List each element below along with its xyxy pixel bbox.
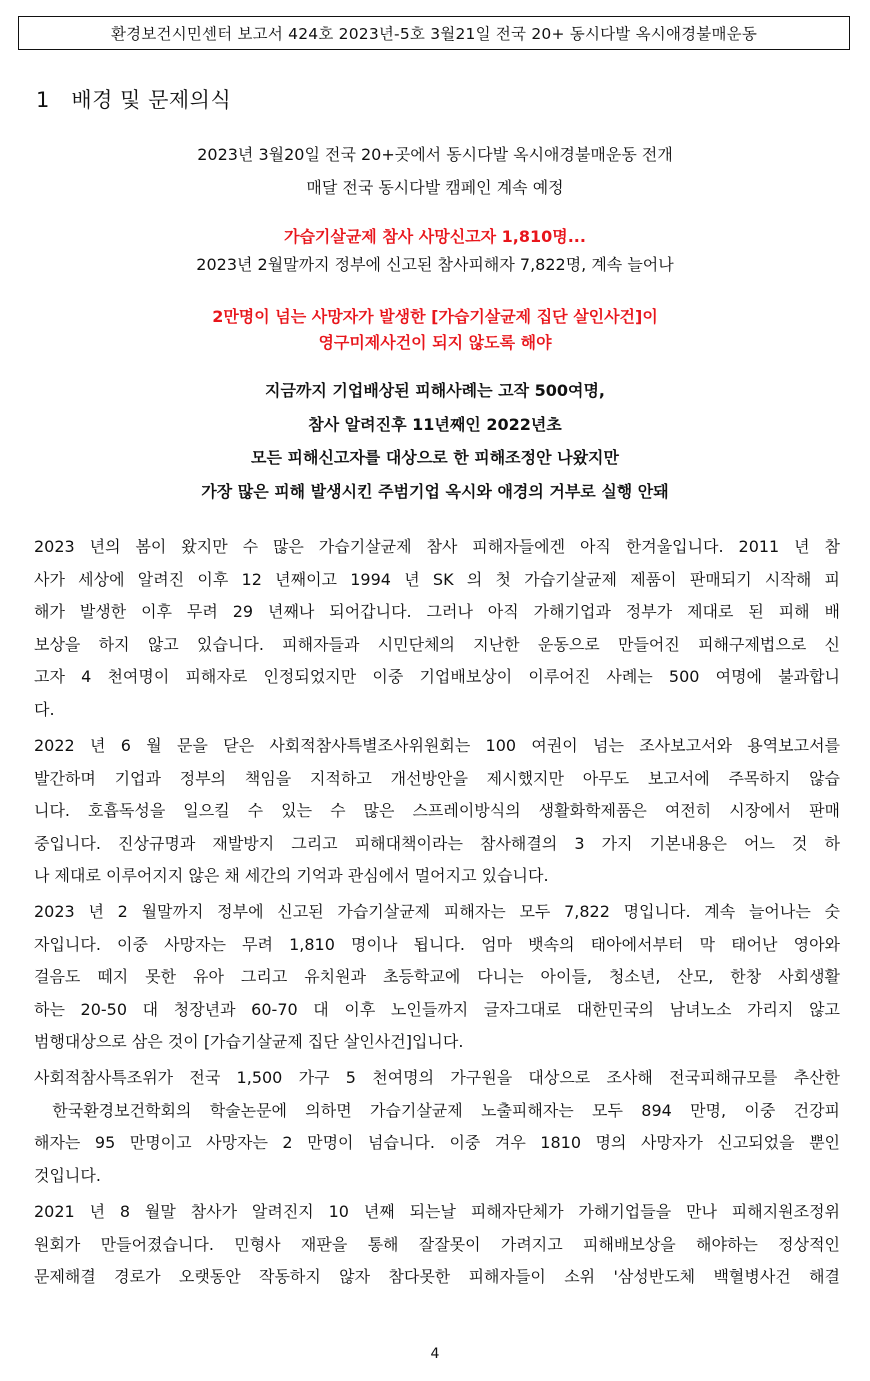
paragraph-line: 다.: [34, 699, 55, 719]
paragraph-line: 나 제대로 이루어지지 않은 채 세간의 기억과 관심에서 멀어지고 있습니다.: [34, 866, 549, 885]
summary-bold-block: [0, 374, 870, 508]
paragraph-line: 사회적참사특조위가 전국 1,500 가구 5 천여명의 가구원을 대상으로 조사해 전국피해규모를 추산한: [34, 1068, 840, 1087]
paragraph-line: 하는 20-50 대 청장년과 60-70 대 이후 노인들까지 글자그대로 대한민국의 남녀노소 가리지 않고: [34, 999, 840, 1019]
paragraph-line: 것입니다.: [34, 1165, 101, 1185]
summary-line: 가장 많은 피해 발생시킨 주범기업 옥시와 애경의 거부로 실행 안돼: [201, 481, 669, 501]
paragraph-line: 2021 년 8 월말 참사가 알려진지 10 년째 되는날 피해자단체가 가해기업들을 만나 피해지원조정위: [34, 1202, 840, 1221]
paragraph-line: 보상을 하지 않고 있습니다. 피해자들과 시민단체의 지난한 운동으로 만들어진 피해구제법으로 신: [34, 634, 840, 654]
highlight-warning: [0, 304, 870, 356]
paragraph-line: 한국환경보건학회의 학술논문에 의하면 가습기살균제 노출피해자는 모두 894 만명, 이중 건강피: [34, 1100, 840, 1120]
highlight-warning-line: 영구미제사건이 되지 않도록 해야: [318, 333, 552, 352]
paragraph-line: 고자 4 천여명이 피해자로 인정되었지만 이중 기업배보상이 이루어진 사례는 500 여명에 불과합니: [34, 667, 840, 686]
paragraph-line: 중입니다. 진상규명과 재발방지 그리고 피해대책이라는 참사해결의 3 가지 기본내용은 어느 것 하: [34, 833, 840, 853]
paragraph-line: 니다. 호흡독성을 일으킬 수 있는 수 많은 스프레이방식의 생활화학제품은 여전히 시장에서 판매: [34, 801, 840, 820]
subtitle-block: [0, 138, 870, 204]
subtitle-line: 매달 전국 동시다발 캠페인 계속 예정: [306, 178, 564, 197]
paragraph-2: [34, 730, 840, 893]
summary-line: 참사 알려진후 11년째인 2022년초: [308, 414, 562, 434]
subtitle-line: 2023년 3월20일 전국 20+곳에서 동시다발 옥시애경불매운동 전개: [197, 145, 673, 164]
paragraph-4: [34, 1062, 840, 1192]
page-number: 4: [430, 1346, 440, 1362]
paragraph-line: 해자는 95 만명이고 사망자는 2 만명이 넘습니다. 이중 겨우 1810 명의 사망자가 신고되었을 뿐인: [34, 1133, 840, 1152]
paragraph-line: 해가 발생한 이후 무려 29 년째나 되어갑니다. 그러나 아직 가해기업과 정부가 제대로 된 피해 배: [34, 602, 840, 621]
summary-line: 지금까지 기업배상된 피해사례는 고작 500여명,: [265, 381, 605, 400]
paragraph-line: 2023 년 2 월말까지 정부에 신고된 가습기살균제 피해자는 모두 7,822 명입니다. 계속 늘어나는 숫: [34, 902, 840, 921]
report-header-text: 환경보건시민센터 보고서 424호 2023년-5호 3월21일 전국 20+ 동시다발 옥시애경불매운동: [111, 25, 757, 43]
section-title: 1 배경 및 문제의식: [36, 88, 232, 112]
highlight-victim-count: 2023년 2월말까지 정부에 신고된 참사피해자 7,822명, 계속 늘어나: [196, 255, 674, 274]
paragraph-line: 범행대상으로 삼은 것이 [가습기살균제 집단 살인사건]입니다.: [34, 1032, 464, 1051]
paragraph-line: 사가 세상에 알려진 이후 12 년째이고 1994 년 SK 의 첫 가습기살균제 제품이 판매되기 시작해 피: [34, 569, 840, 589]
paragraph-line: 원회가 만들어졌습니다. 민형사 재판을 통해 잘잘못이 가려지고 피해배보상을 해야하는 정상적인: [34, 1234, 840, 1254]
paragraph-5: [34, 1196, 840, 1294]
summary-line: 모든 피해신고자를 대상으로 한 피해조정안 나왔지만: [251, 448, 619, 467]
paragraph-line: 2022 년 6 월 문을 닫은 사회적참사특별조사위원회는 100 여권이 넘는 조사보고서와 용역보고서를: [34, 736, 840, 755]
paragraph-line: 자입니다. 이중 사망자는 무려 1,810 명이나 됩니다. 엄마 뱃속의 태아에서부터 막 태어난 영아와: [34, 934, 840, 954]
highlight-warning-line: 2만명이 넘는 사망자가 발생한 [가습기살균제 집단 살인사건]이: [212, 307, 658, 326]
paragraph-line: 2023 년의 봄이 왔지만 수 많은 가습기살균제 참사 피해자들에겐 아직 한겨울입니다. 2011 년 참: [34, 537, 840, 556]
highlight-death-toll: 가습기살균제 참사 사망신고자 1,810명...: [284, 227, 586, 246]
paragraph-1: [34, 531, 840, 726]
paragraph-3: [34, 896, 840, 1059]
report-header: [18, 16, 850, 50]
paragraph-line: 걸음도 떼지 못한 유아 그리고 유치원과 초등학교에 다니는 아이들, 청소년, 산모, 한창 사회생활: [34, 967, 840, 986]
paragraph-line: 발간하며 기업과 정부의 책임을 지적하고 개선방안을 제시했지만 아무도 보고서에 주목하지 않습: [34, 768, 840, 788]
paragraph-line: 문제해결 경로가 오랫동안 작동하지 않자 참다못한 피해자들이 소위 '삼성반도체 백혈병사건 해결: [34, 1267, 840, 1286]
